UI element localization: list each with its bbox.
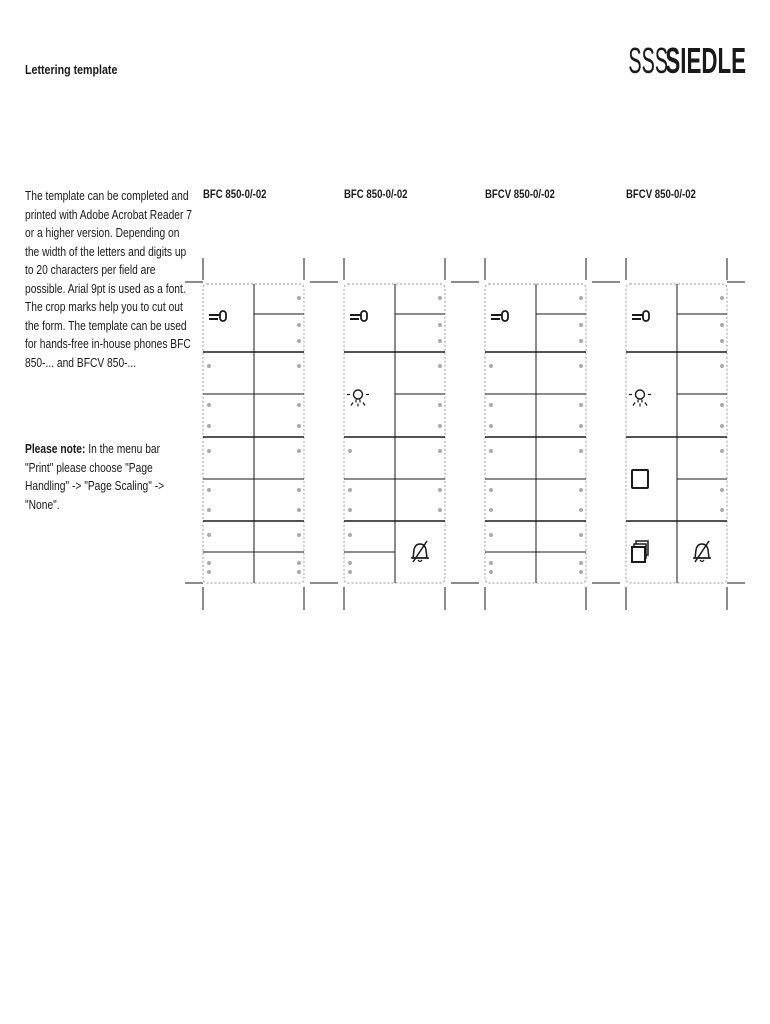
field-dot xyxy=(489,508,493,512)
logo-text: SIEDLE xyxy=(665,40,746,81)
lettering-column-1 xyxy=(203,258,338,610)
bell-off-icon xyxy=(693,541,711,562)
field-dot xyxy=(489,403,493,407)
field-dot xyxy=(348,570,352,574)
key-icon xyxy=(350,311,367,321)
field-dot xyxy=(720,403,724,407)
field-dot xyxy=(297,339,301,343)
column-title-2: BFC 850-0/-02 xyxy=(344,187,408,201)
field-dot xyxy=(348,508,352,512)
field-dot xyxy=(720,364,724,368)
field-dot xyxy=(438,339,442,343)
field-dot xyxy=(348,488,352,492)
field-dot xyxy=(720,424,724,428)
field-dot xyxy=(297,533,301,537)
template-columns xyxy=(203,258,727,610)
key-icon xyxy=(632,311,649,321)
light-icon xyxy=(629,390,651,407)
field-dot xyxy=(207,533,211,537)
field-dot xyxy=(297,508,301,512)
square-icon xyxy=(632,470,648,488)
field-dot xyxy=(297,323,301,327)
field-dot xyxy=(207,561,211,565)
field-dot xyxy=(297,364,301,368)
field-dot xyxy=(720,339,724,343)
field-dot xyxy=(579,570,583,574)
field-dot xyxy=(438,508,442,512)
field-dot xyxy=(579,508,583,512)
field-dot xyxy=(438,364,442,368)
key-icon xyxy=(491,311,508,321)
field-dot xyxy=(579,533,583,537)
field-dot xyxy=(207,488,211,492)
lettering-column-3 xyxy=(485,258,620,610)
column-title-4: BFCV 850-0/-02 xyxy=(626,187,696,201)
field-dot xyxy=(720,449,724,453)
field-dot xyxy=(207,508,211,512)
field-dot xyxy=(579,364,583,368)
field-dot xyxy=(438,296,442,300)
field-dot xyxy=(297,296,301,300)
field-dot xyxy=(207,364,211,368)
field-dot xyxy=(207,424,211,428)
field-dot xyxy=(489,570,493,574)
field-dot xyxy=(348,533,352,537)
field-dot xyxy=(579,561,583,565)
field-dot xyxy=(720,488,724,492)
bell-off-icon xyxy=(411,541,429,562)
note-text: In the menu bar "Print" please choose "Page Handling" -> "Page Scaling" -> "None". xyxy=(25,442,165,512)
field-dot xyxy=(579,424,583,428)
field-dot xyxy=(297,570,301,574)
field-dot xyxy=(438,488,442,492)
field-dot xyxy=(720,508,724,512)
field-dot xyxy=(297,424,301,428)
field-dot xyxy=(489,488,493,492)
lettering-column-2 xyxy=(344,258,479,610)
field-dot xyxy=(348,449,352,453)
field-dot xyxy=(207,449,211,453)
field-dot xyxy=(579,449,583,453)
field-dot xyxy=(489,424,493,428)
field-dot xyxy=(207,403,211,407)
field-dot xyxy=(297,449,301,453)
note-label: Please note: xyxy=(25,442,86,456)
column-title-1: BFC 850-0/-02 xyxy=(203,187,267,201)
field-dot xyxy=(348,561,352,565)
field-dot xyxy=(489,449,493,453)
field-dot xyxy=(579,339,583,343)
field-dot xyxy=(579,296,583,300)
field-dot xyxy=(579,323,583,327)
field-dot xyxy=(297,561,301,565)
field-dot xyxy=(579,488,583,492)
document-title: Lettering template xyxy=(25,62,118,77)
column-title-3: BFCV 850-0/-02 xyxy=(485,187,555,201)
logo-symbol: SSS xyxy=(628,40,668,81)
field-dot xyxy=(207,570,211,574)
field-dot xyxy=(438,403,442,407)
field-dot xyxy=(297,488,301,492)
field-dot xyxy=(720,296,724,300)
intro-text: The template can be completed and printed with Adobe Acrobat Reader 7 or a higher version. Depending on the width of the letters and digits up to 20 characters per field are possible. Arial 9pt is used as a font. The crop marks help you to cut out the form. The template can be used for hands-free in-house phones BFC 850-... and BFCV 850-... xyxy=(25,189,192,370)
field-dot xyxy=(720,323,724,327)
squares-icon xyxy=(632,541,648,562)
field-dot xyxy=(489,364,493,368)
light-icon xyxy=(347,390,369,407)
lettering-column-4 xyxy=(626,258,727,610)
field-dot xyxy=(297,403,301,407)
key-icon xyxy=(209,311,226,321)
field-dot xyxy=(438,449,442,453)
field-dot xyxy=(489,561,493,565)
crop-marks xyxy=(185,282,745,583)
field-dot xyxy=(579,403,583,407)
field-dot xyxy=(489,533,493,537)
field-dot xyxy=(438,424,442,428)
field-dot xyxy=(438,323,442,327)
